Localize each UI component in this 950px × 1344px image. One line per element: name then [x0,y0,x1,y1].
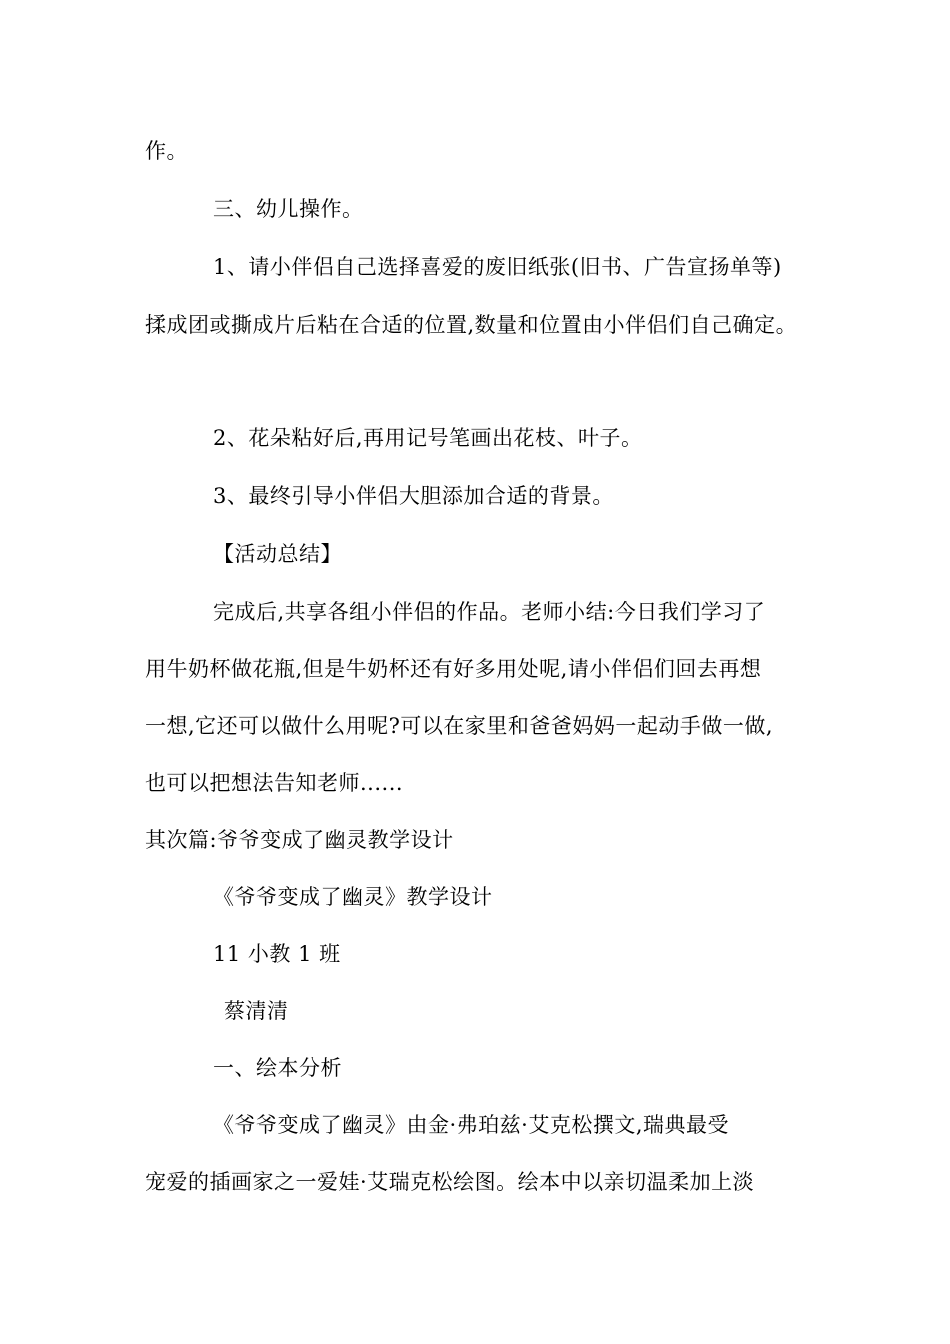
text-line: 《爷爷变成了幽灵》由金·弗珀兹·艾克松撰文,瑞典最受 [213,1113,730,1137]
class-label: 11 小教 1 班 [213,942,341,966]
text-line: 一想,它还可以做什么用呢?可以在家里和爸爸妈妈一起动手做一做, [145,714,774,738]
text-line: 1、请小伴侣自己选择喜爱的废旧纸张(旧书、广告宣扬单等) [213,255,782,279]
text-line: 用牛奶杯做花瓶,但是牛奶杯还有好多用处呢,请小伴侣们回去再想 [145,657,762,681]
chapter-heading: 其次篇:爷爷变成了幽灵教学设计 [145,828,454,852]
section-heading: 三、幼儿操作。 [213,197,364,221]
text-line: 作。 [145,139,188,163]
text-line: 也可以把想法告知老师...... [145,771,404,795]
text-line: 揉成团或撕成片后粘在合适的位置,数量和位置由小伴侣们自己确定。 [145,313,798,337]
text-line: 宠爱的插画家之一爱娃·艾瑞克松绘图。绘本中以亲切温柔加上淡 [145,1170,755,1194]
text-line: 2、花朵粘好后,再用记号笔画出花枝、叶子。 [213,426,643,450]
design-title: 《爷爷变成了幽灵》教学设计 [213,885,493,909]
author-name: 蔡清清 [224,999,289,1023]
section-heading: 一、绘本分析 [213,1056,342,1080]
text-line: 完成后,共享各组小伴侣的作品。老师小结:今日我们学习了 [213,600,766,624]
section-heading: 【活动总结】 [213,542,342,566]
text-line: 3、最终引导小伴侣大胆添加合适的背景。 [213,484,614,508]
